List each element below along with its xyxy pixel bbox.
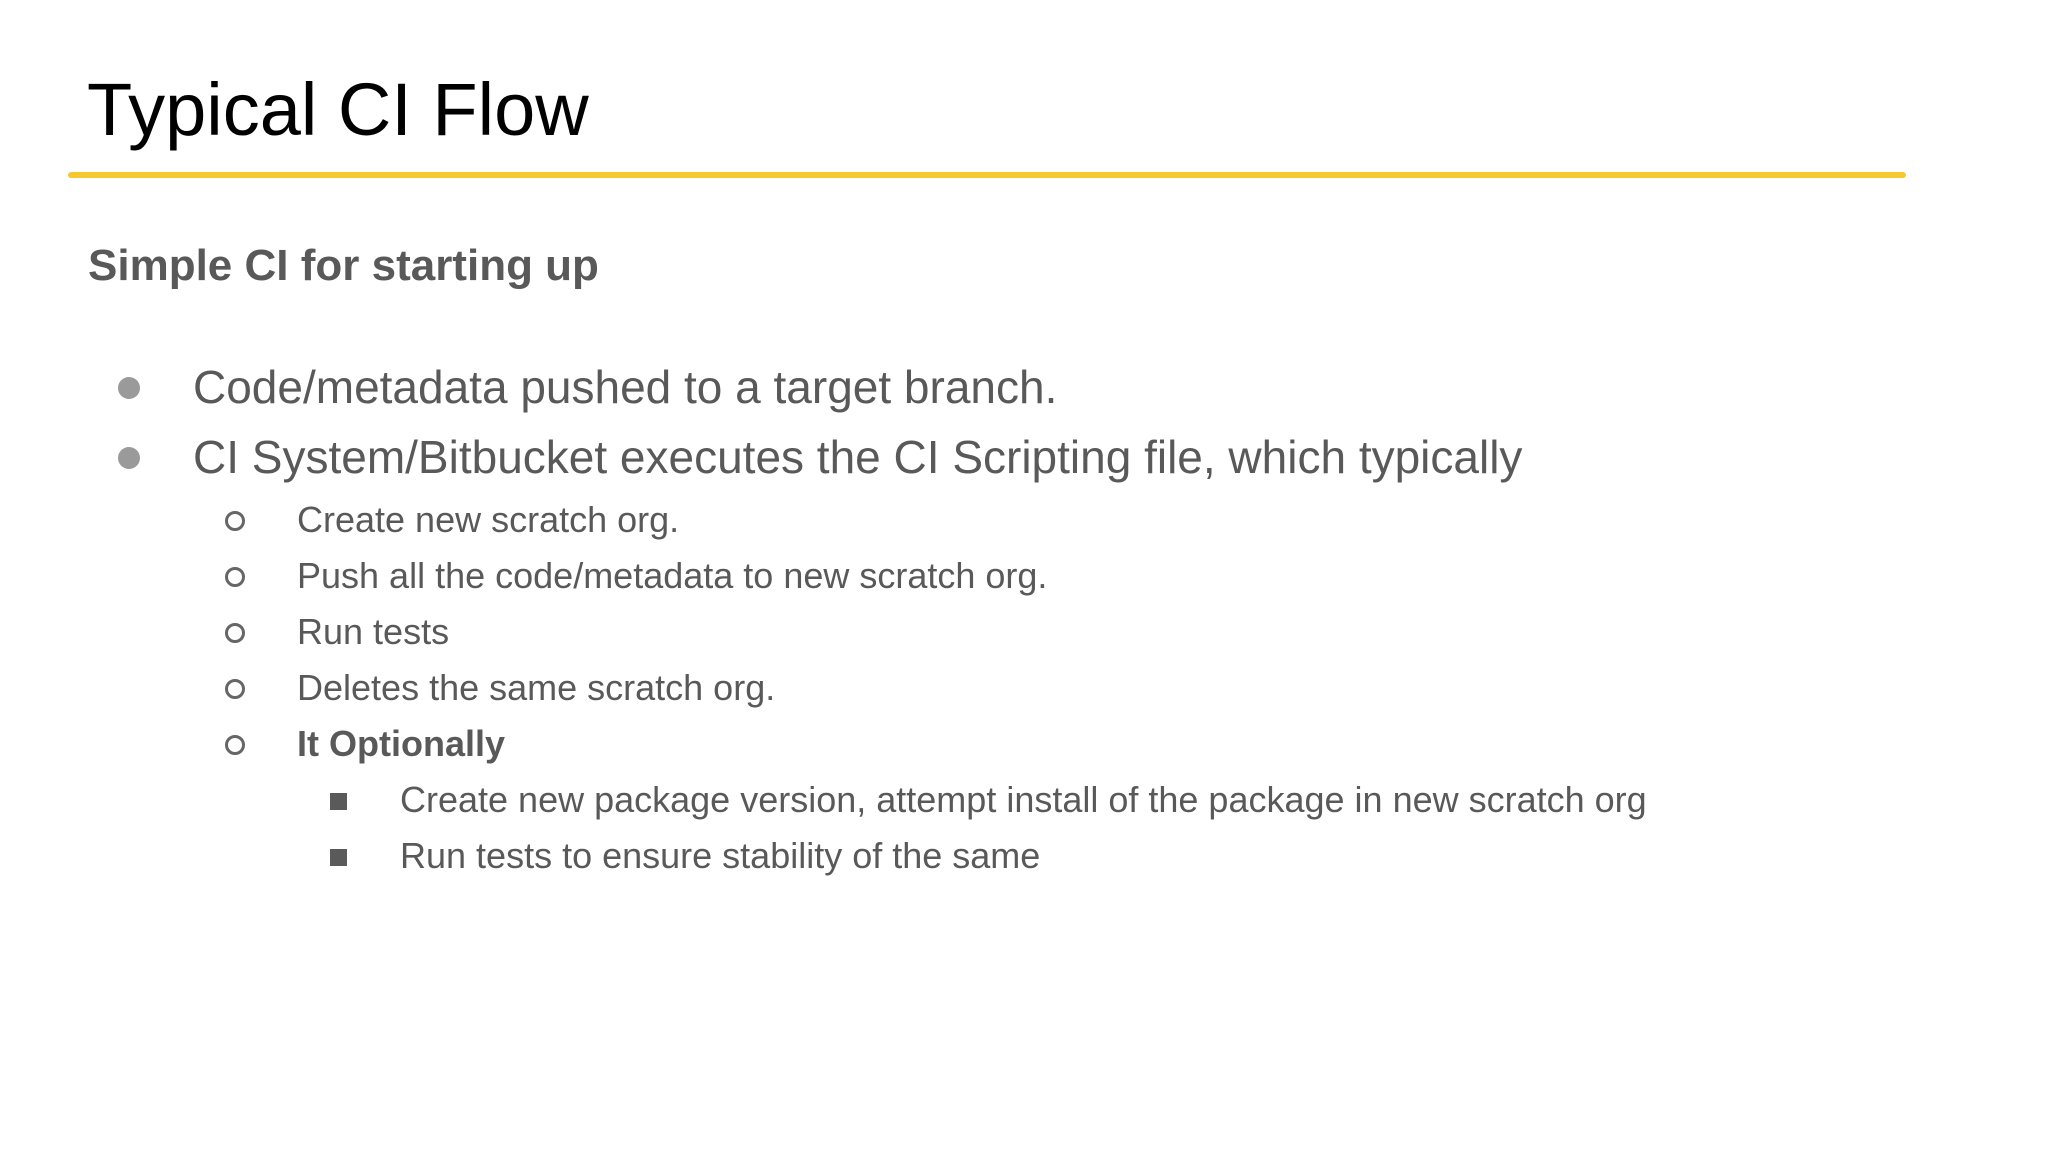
bullet-text: CI System/Bitbucket executes the CI Scripting file, which typically — [193, 431, 1523, 483]
hollow-circle-bullet-icon — [225, 511, 245, 531]
title-underline — [68, 172, 1906, 178]
bullet-text: Code/metadata pushed to a target branch. — [193, 361, 1058, 413]
square-bullet-icon — [330, 793, 347, 810]
hollow-circle-bullet-icon — [225, 567, 245, 587]
sub-sub-bullet-text: Run tests to ensure stability of the same — [400, 835, 1041, 876]
sub-bullet-text: Run tests — [297, 611, 450, 652]
slide-title: Typical CI Flow — [87, 68, 589, 151]
sub-sub-bullet-text: Create new package version, attempt install of the package in new scratch org — [400, 779, 1647, 820]
filled-circle-bullet-icon — [118, 447, 140, 469]
square-bullet-icon — [330, 849, 347, 866]
hollow-circle-bullet-icon — [225, 735, 245, 755]
hollow-circle-bullet-icon — [225, 623, 245, 643]
sub-bullet-text: Push all the code/metadata to new scratch org. — [297, 555, 1048, 596]
filled-circle-bullet-icon — [118, 377, 140, 399]
hollow-circle-bullet-icon — [225, 679, 245, 699]
sub-bullet-text: Deletes the same scratch org. — [297, 667, 776, 708]
sub-bullet-text: It Optionally — [297, 723, 506, 764]
slide-subtitle: Simple CI for starting up — [88, 241, 599, 290]
sub-bullet-text: Create new scratch org. — [297, 499, 680, 540]
